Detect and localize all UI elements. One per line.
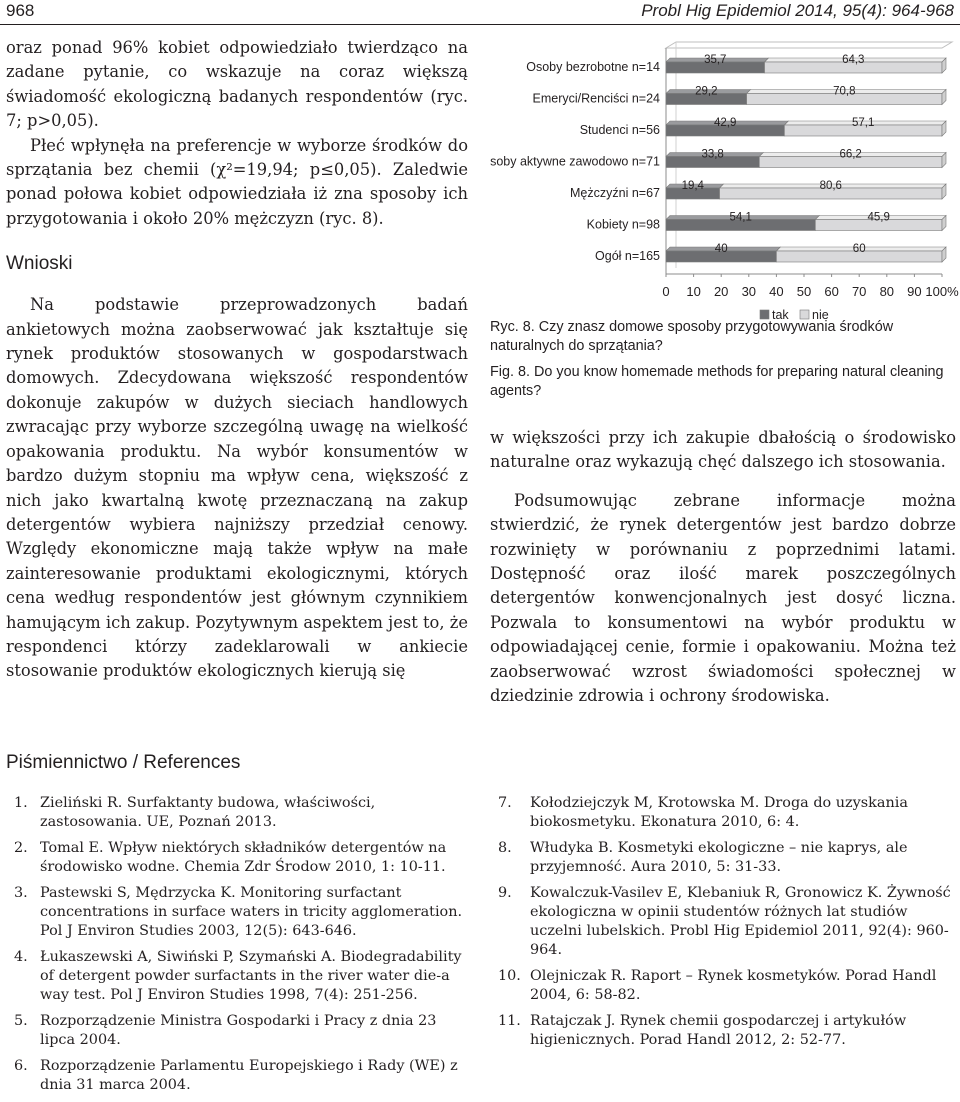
reference-number: 8. bbox=[498, 840, 512, 856]
references-heading: Piśmiennictwo / References bbox=[6, 752, 241, 773]
left-column bbox=[6, 36, 468, 684]
paragraph: Podsumowując zebrane informacje można stwierdzić, że rynek detergentów jest bardzo dobrze rozwinięty w porównaniu z poprzednimi latami. Dostępność oraz ilość marek poszczególnych detergentów konwencjonalnych jest dosyć liczna. Pozwala to konsumentowi na wybór produktu w odpowiadającej cenie, formie i opakowaniu. Można też zaobserwować wzrost świadomości społecznej w dziedzinie zdrowia i ochrony środowiska. bbox=[490, 490, 956, 706]
data-label: 19,4 bbox=[681, 180, 704, 192]
category-label: Mężczyźni n=67 bbox=[570, 186, 660, 200]
reference-number: 1. bbox=[14, 795, 28, 811]
paragraph: Płeć wpłynęła na preferencje w wyborze środków do sprzątania bez chemii (χ²=19,94; p≤0,05). Zaledwie ponad połowa kobiet odpowiedziała iż zna sposoby ich przygotowania i około 20% mężczyzn (ryc. 8). bbox=[6, 135, 468, 228]
page-header bbox=[0, 0, 960, 26]
reference-item bbox=[14, 1012, 474, 1050]
x-tick-label: 0 bbox=[662, 284, 670, 299]
reference-text: Zieliński R. Surfaktanty budowa, właściwości, zastosowania. UE, Poznań 2013. bbox=[40, 795, 376, 830]
x-tick-label: 70 bbox=[851, 284, 867, 299]
data-label: 66,2 bbox=[839, 148, 862, 161]
journal-citation: Probl Hig Epidemiol 2014, 95(4): 964-968 bbox=[641, 1, 954, 20]
reference-text: Włudyka B. Kosmetyki ekologiczne – nie kaprys, ale przyjemność. Aura 2010, 5: 31-33. bbox=[530, 840, 908, 875]
reference-item bbox=[498, 967, 958, 1005]
reference-number: 10. bbox=[498, 968, 521, 984]
references-list-right bbox=[498, 794, 958, 1057]
data-label: 42,9 bbox=[714, 117, 737, 129]
reference-number: 5. bbox=[14, 1013, 28, 1029]
reference-text: Pastewski S, Mędrzycka K. Monitoring surfactant concentrations in surface waters in tricity agglomeration. Pol J Environ Studies 2003, 12(5): 643-646. bbox=[40, 885, 463, 939]
reference-text: Rozporządzenie Parlamentu Europejskiego i Rady (WE) z dnia 31 marca 2004. bbox=[40, 1058, 458, 1093]
reference-item bbox=[14, 884, 474, 941]
reference-number: 2. bbox=[14, 840, 28, 856]
reference-number: 9. bbox=[498, 885, 512, 901]
reference-number: 11. bbox=[498, 1013, 521, 1029]
reference-text: Łukaszewski A, Siwiński P, Szymański A. Biodegradability of detergent powder surfactants in the river water die-a way test. Pol J Environ Studies 1998, 7(4): 251-256. bbox=[40, 949, 462, 1003]
category-label: Osoby aktywne zawodowo n=71 bbox=[490, 154, 660, 169]
reference-item bbox=[498, 884, 958, 960]
reference-number: 3. bbox=[14, 885, 28, 901]
figure-8-chart bbox=[490, 40, 960, 320]
category-label: Studenci n=56 bbox=[579, 123, 660, 137]
reference-item bbox=[498, 839, 958, 877]
x-tick-label: 30 bbox=[741, 284, 757, 299]
data-label: 80,6 bbox=[819, 180, 842, 192]
x-tick-label: 50 bbox=[796, 284, 812, 299]
reference-text: Ratajczak J. Rynek chemii gospodarczej i artykułów higienicznych. Porad Handl 2012, 2: 52-77. bbox=[530, 1013, 907, 1048]
category-label: Osoby bezrobotne n=14 bbox=[526, 60, 660, 74]
data-label: 60 bbox=[852, 243, 866, 255]
paragraph: oraz ponad 96% kobiet odpowiedziało twierdząco na zadane pytanie, co wskazuje na coraz większą świadomość ekologiczną badanych respondentów (ryc. 7; p>0,05). bbox=[6, 38, 468, 131]
reference-item bbox=[14, 794, 474, 832]
legend-label-nie: nie bbox=[812, 308, 829, 320]
x-tick-label: 10 bbox=[686, 284, 701, 299]
data-label: 54,1 bbox=[729, 211, 752, 224]
x-tick-label: 60 bbox=[824, 284, 839, 299]
category-label: Emeryci/Renciści n=24 bbox=[532, 91, 660, 106]
paragraph: Na podstawie przeprowadzonych badań ankietowych można zaobserwować jak kształtuje się rynek produktów stosowanych w gospodarstwach domowych. Zdecydowana większość respondentów dokonuje zakupów w dużych sieciach handlowych zwracając przy wyborze szczególną uwagę na wielkość opakowania produktu. Na wybór konsumentów w bardzo dużym stopniu ma wpływ cena, większość z nich jako kwartalną kwotę przeznaczaną na zakup detergentów wybiera najniższy przedział cenowy. Względy ekonomiczne mają także wpływ na małe zainteresowanie produktami ekologicznymi, których cena według respondentów jest głównym czynnikiem hamującym ich zakup. Pozytywnym aspektem jest to, że respondenci którzy zadeklarowali w ankiecie stosowanie produktów ekologicznych kierują się bbox=[6, 295, 468, 681]
page-number: 968 bbox=[6, 1, 35, 20]
header-rule bbox=[0, 24, 960, 25]
data-label: 35,7 bbox=[704, 54, 727, 66]
data-label: 57,1 bbox=[852, 117, 875, 129]
section-heading-conclusions: Wnioski bbox=[6, 253, 73, 275]
data-label: 29,2 bbox=[695, 85, 718, 98]
caption-polish: Ryc. 8. Czy znasz domowe sposoby przygotowywania środków naturalnych do sprzątania? bbox=[490, 319, 894, 354]
references-list-left bbox=[14, 794, 474, 1102]
caption-english: Fig. 8. Do you know homemade methods for preparing natural cleaning agents? bbox=[490, 364, 944, 399]
reference-number: 4. bbox=[14, 949, 28, 965]
reference-text: Kołodziejczyk M, Krotowska M. Droga do uzyskania biokosmetyku. Ekonatura 2010, 6: 4. bbox=[530, 795, 908, 830]
reference-text: Rozporządzenie Ministra Gospodarki i Pracy z dnia 23 lipca 2004. bbox=[40, 1013, 437, 1048]
data-label: 64,3 bbox=[842, 54, 865, 66]
figure-caption bbox=[490, 318, 956, 408]
data-label: 45,9 bbox=[867, 211, 890, 224]
reference-item bbox=[14, 948, 474, 1005]
category-label: Kobiety n=98 bbox=[586, 217, 660, 232]
reference-item bbox=[14, 1057, 474, 1095]
reference-text: Tomal E. Wpływ niektórych składników detergentów na środowisko wodne. Chemia Zdr Środow 2010, 1: 10-11. bbox=[40, 840, 447, 875]
plot-frame-top bbox=[666, 42, 952, 48]
x-tick-label: 20 bbox=[713, 284, 729, 299]
legend-label-tak: tak bbox=[772, 308, 789, 320]
x-tick-label: 90 bbox=[907, 284, 922, 299]
x-tick-label: 100% bbox=[925, 284, 959, 299]
bar-chart-svg bbox=[490, 40, 960, 320]
data-label: 33,8 bbox=[701, 148, 724, 161]
reference-item bbox=[14, 839, 474, 877]
data-label: 70,8 bbox=[833, 85, 856, 98]
right-column bbox=[490, 426, 956, 708]
reference-item bbox=[498, 794, 958, 832]
data-label: 40 bbox=[714, 243, 728, 255]
reference-item bbox=[498, 1012, 958, 1050]
reference-text: Olejniczak R. Raport – Rynek kosmetyków. Porad Handl 2004, 6: 58-82. bbox=[530, 968, 937, 1003]
reference-number: 7. bbox=[498, 795, 512, 811]
category-label: Ogół n=165 bbox=[595, 249, 660, 263]
reference-number: 6. bbox=[14, 1058, 28, 1074]
reference-text: Kowalczuk-Vasilev E, Klebaniuk R, Gronowicz K. Żywność ekologiczna w opinii studentów różnych lat studiów uczelni lubelskich. Probl Hig Epidemiol 2011, 92(4): 960-964. bbox=[530, 885, 951, 958]
x-tick-label: 80 bbox=[879, 284, 895, 299]
x-tick-label: 40 bbox=[769, 284, 784, 299]
paragraph: w większości przy ich zakupie dbałością o środowisko naturalne oraz wykazują chęć dalszego ich stosowania. bbox=[490, 428, 956, 472]
